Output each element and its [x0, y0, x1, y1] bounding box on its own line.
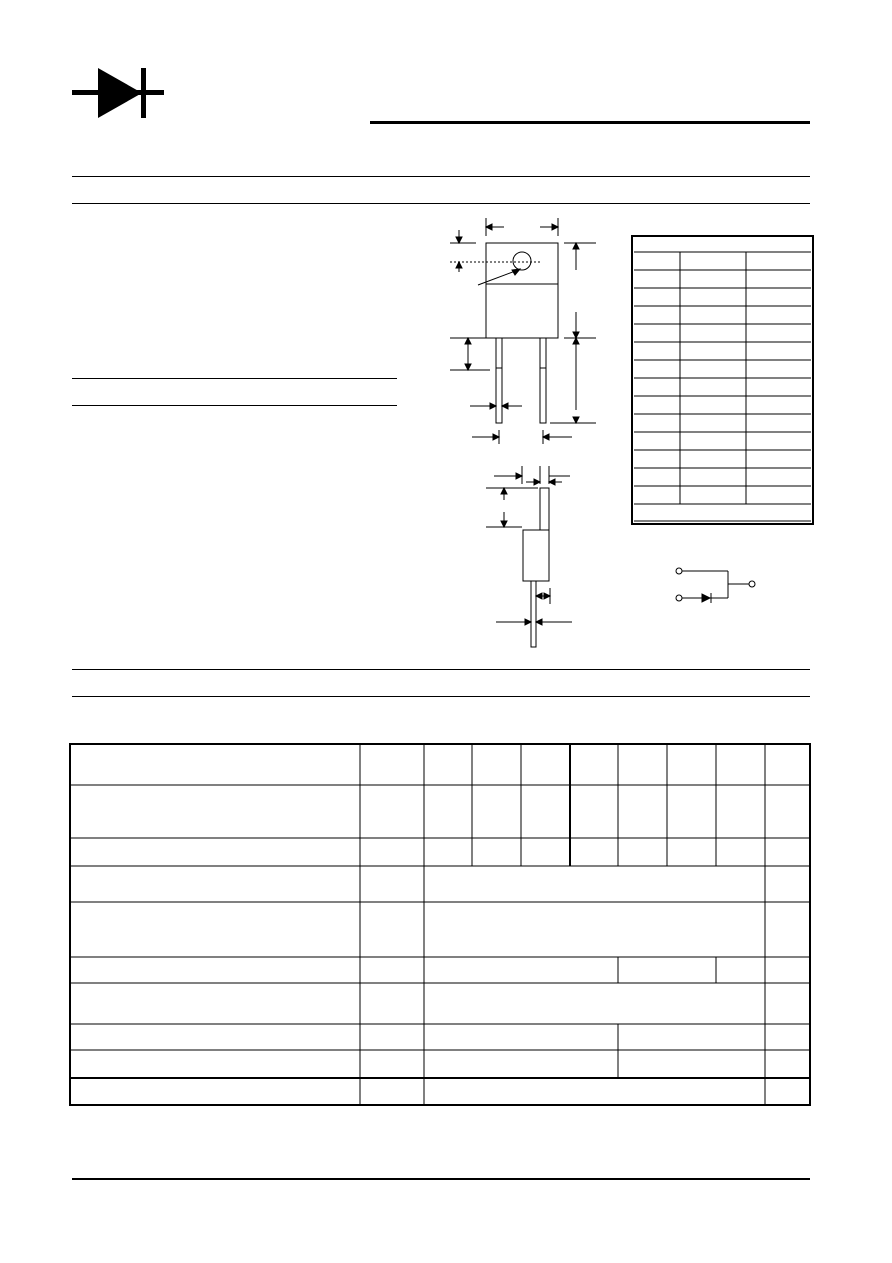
footer-rule [72, 1178, 810, 1180]
package-front-view-diagram [440, 210, 610, 450]
diode-logo-icon [72, 66, 164, 120]
section-rule-1-top [72, 176, 810, 177]
section-rule-3-bottom [72, 696, 810, 697]
circuit-schematic-icon [672, 562, 762, 610]
section-rule-3-top [72, 669, 810, 670]
section-rule-1-bottom [72, 203, 810, 204]
ratings-table-grid [69, 743, 811, 1106]
header-rule [370, 121, 810, 124]
package-side-view-diagram [480, 460, 580, 655]
section-rule-2-bottom [72, 405, 397, 406]
section-rule-2-top [72, 378, 397, 379]
dimensions-table-grid [631, 235, 814, 525]
